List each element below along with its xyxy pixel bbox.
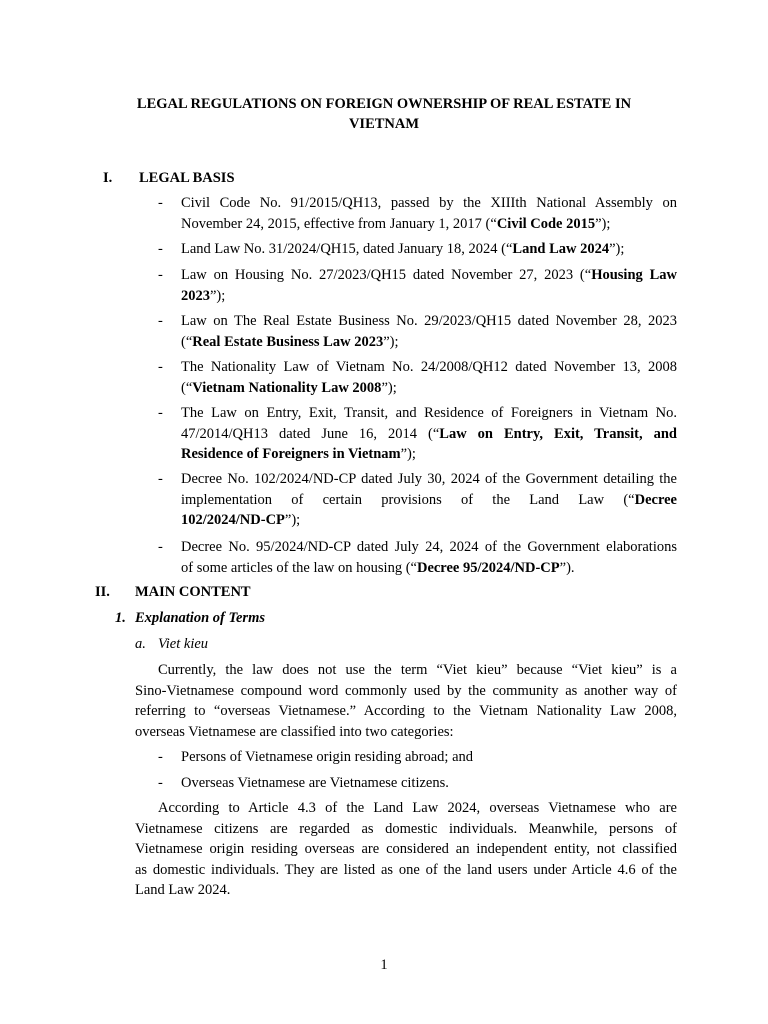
bullet-bold-term: Land Law 2024 — [512, 241, 610, 257]
bullet-bold-term: 2023 — [181, 287, 210, 304]
page-number: 1 — [380, 957, 388, 973]
bullet-text: ”). — [559, 559, 575, 576]
paragraph-viet-kieu — [135, 660, 677, 742]
bullet-bold-term: Housing Law — [591, 267, 677, 283]
bullet-text: implementation of certain provisions of the Land Law (“ — [181, 491, 635, 508]
bullet-bold-term: Decree — [634, 491, 677, 508]
bullet-dash: - — [158, 471, 163, 487]
subsection-number: 1. — [115, 610, 126, 626]
subsection-title: Explanation of Terms — [135, 610, 265, 626]
bullet-line: Civil Code No. 91/2015/QH13, passed by the XIIIth National Assembly on — [181, 195, 677, 211]
section-2-title: MAIN CONTENT — [135, 584, 251, 600]
bullet-bold-term: Decree 95/2024/ND-CP — [416, 559, 560, 576]
bullet-text: Law on Housing No. 27/2023/QH15 dated November 27, 2023 (“ — [181, 267, 592, 283]
bullet-dash: - — [158, 405, 163, 421]
bullet-text: Land Law No. 31/2024/QH15, dated January 18, 2024 (“ — [181, 241, 513, 257]
bullet-dash: - — [158, 267, 163, 283]
title-line-2: VIETNAM — [348, 116, 420, 132]
bullet-text: (“ — [181, 379, 193, 396]
bullet-text: ”); — [284, 512, 301, 528]
bullet-text: ”); — [381, 379, 397, 396]
bullet-text: Persons of Vietnamese origin residing abroad; and — [181, 749, 474, 765]
bullet-dash: - — [158, 195, 163, 211]
paragraph-line: Vietnamese citizens are regarded as domestic individuals. Meanwhile, persons of — [135, 820, 677, 837]
bullet-text: ”); — [595, 215, 611, 232]
paragraph-line: Land Law 2024. — [135, 882, 231, 898]
bullet-text: ”); — [609, 241, 625, 257]
bullet-text: November 24, 2015, effective from January 1, 2017 (“ — [181, 215, 497, 232]
bullet-dash: - — [158, 749, 163, 765]
bullet-bold-term: 102/2024/ND-CP — [181, 512, 285, 528]
paragraph-line: Currently, the law does not use the term “Viet kieu” because “Viet kieu” is a — [158, 662, 677, 678]
bullet-line: Decree No. 102/2024/ND-CP dated July 30, 2024 of the Government detailing the — [181, 471, 677, 487]
bullet-dash: - — [158, 775, 163, 791]
bullet-dash: - — [158, 241, 163, 257]
section-1-title: LEGAL BASIS — [139, 170, 235, 186]
paragraph-line: referring to “overseas Vietnamese.” According to the Vietnam Nationality Law 2008, — [135, 703, 677, 719]
bullet-text: ”); — [210, 287, 226, 304]
paragraph-land-law — [135, 798, 677, 901]
bullet-text: ”); — [400, 446, 416, 462]
bullet-text: 47/2014/QH13 dated June 16, 2014 (“ — [181, 425, 440, 442]
bullet-text: Overseas Vietnamese are Vietnamese citizens. — [181, 775, 449, 791]
bullet-bold-term: Real Estate Business Law 2023 — [192, 333, 384, 350]
paragraph-line: overseas Vietnamese are classified into two categories: — [135, 723, 454, 740]
item-title: Viet kieu — [158, 636, 209, 652]
bullet-bold-term: Residence of Foreigners in Vietnam — [181, 446, 401, 462]
bullet-text: of some articles of the law on housing (“ — [181, 559, 417, 576]
bullet-dash: - — [158, 359, 163, 375]
paragraph-line: as domestic individuals. They are listed as one of the land users under Article 4.6 of the — [135, 861, 677, 878]
bullet-line: The Law on Entry, Exit, Transit, and Residence of Foreigners in Vietnam No. — [181, 405, 677, 421]
bullet-text: (“ — [181, 333, 193, 350]
paragraph-line: Vietnamese origin residing overseas are considered an independent entity, not classified — [135, 841, 677, 857]
title-line-1: LEGAL REGULATIONS ON FOREIGN OWNERSHIP OF REAL ESTATE IN — [136, 96, 632, 112]
document-title — [100, 94, 668, 134]
bullet-dash: - — [158, 539, 163, 555]
bullet-bold-term: Civil Code 2015 — [496, 215, 596, 232]
bullet-line: Decree No. 95/2024/ND-CP dated July 24, 2024 of the Government elaborations — [181, 539, 677, 555]
paragraph-line: According to Article 4.3 of the Land Law 2024, overseas Vietnamese who are — [158, 800, 677, 816]
bullet-dash: - — [158, 313, 163, 329]
section-2-number: II. — [95, 584, 110, 600]
bullet-bold-term: Vietnam Nationality Law 2008 — [192, 379, 382, 396]
section-1-number: I. — [103, 170, 113, 186]
paragraph-line: Sino-Vietnamese compound word commonly used by the community as another way of — [135, 682, 677, 699]
bullet-line: The Nationality Law of Vietnam No. 24/2008/QH12 dated November 13, 2008 — [181, 359, 677, 375]
bullet-bold-term: Law on Entry, Exit, Transit, and — [439, 425, 677, 442]
item-letter: a. — [135, 636, 146, 652]
bullet-text: ”); — [383, 333, 399, 350]
bullet-line: Law on The Real Estate Business No. 29/2023/QH15 dated November 28, 2023 — [181, 313, 677, 329]
